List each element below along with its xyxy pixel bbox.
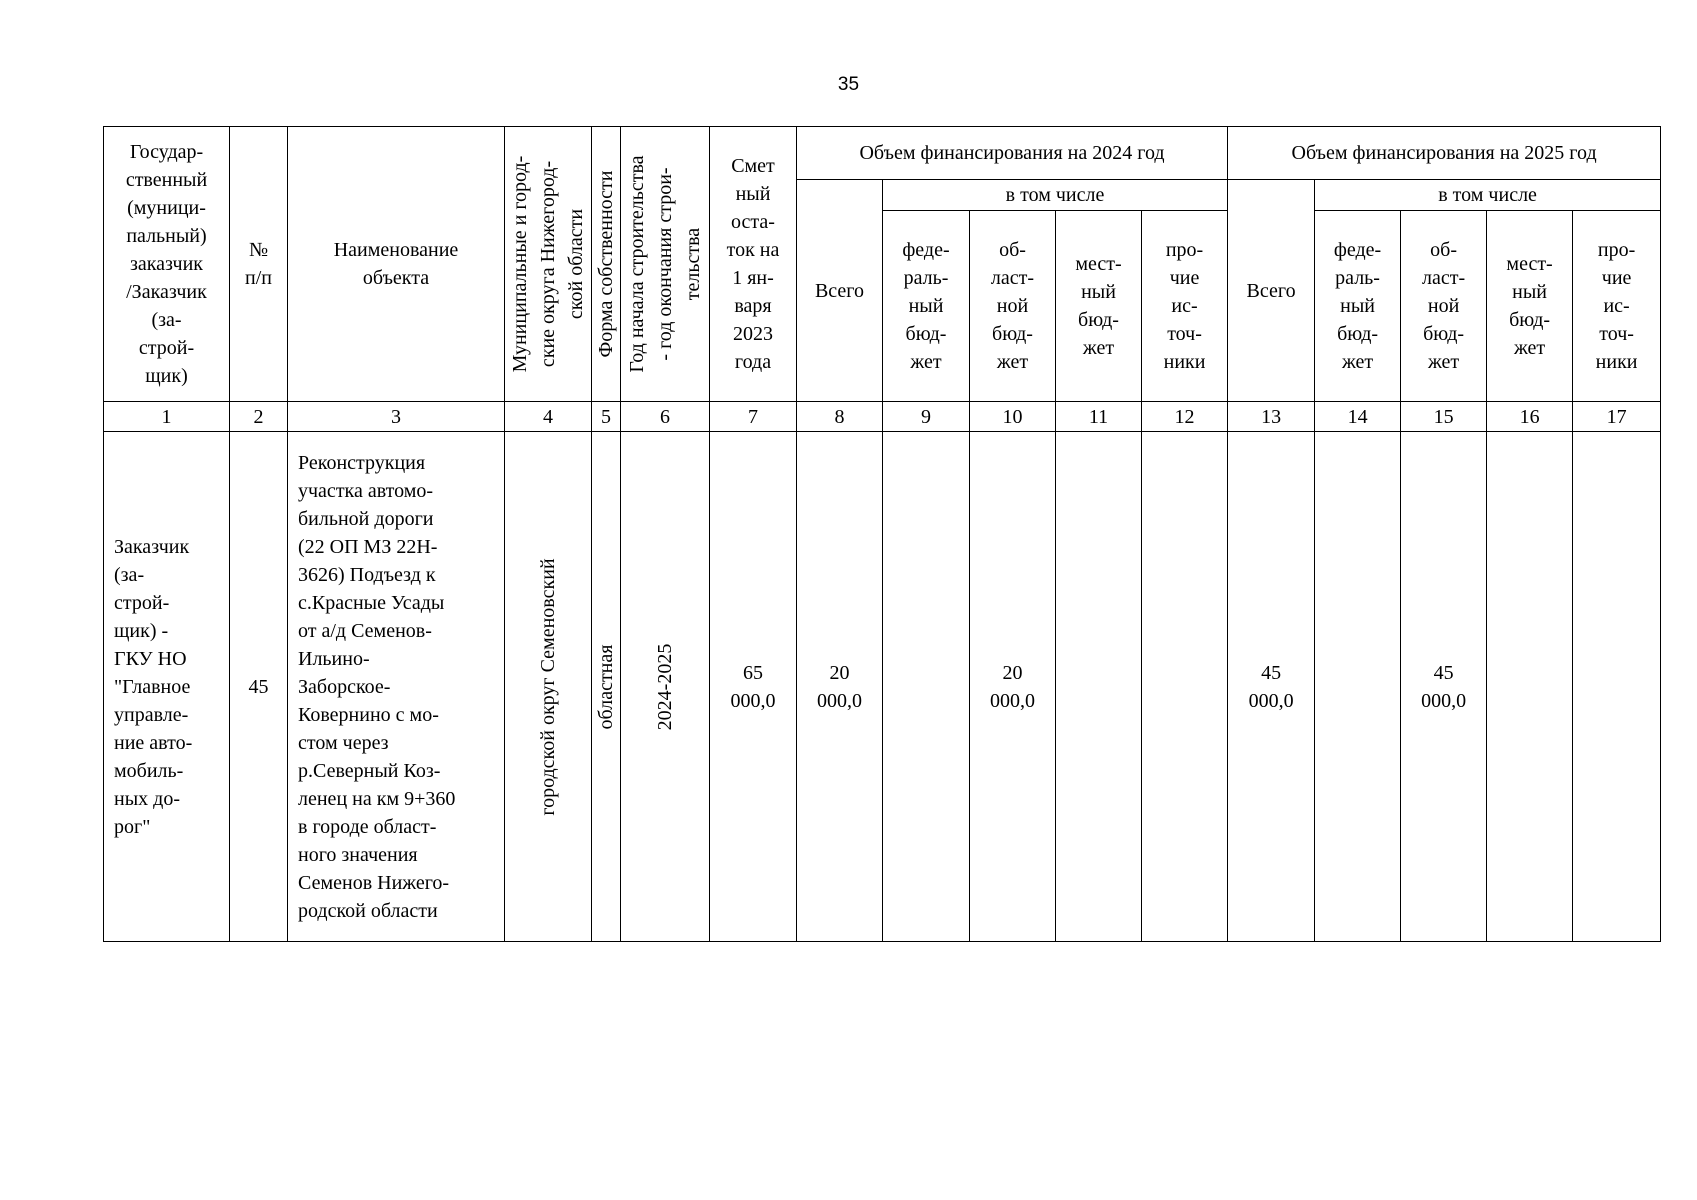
cell-customer: Заказчик (за- строй- щик) - ГКУ НО "Главное управле- ние авто- мобиль- ных до- рог" (104, 432, 230, 942)
column-number: 9 (883, 402, 970, 432)
header-total-2024: Всего (797, 180, 883, 402)
header-other-2024: про- чие ис- точ- ники (1142, 211, 1228, 402)
cell-years-text: 2024-2025 (654, 643, 676, 730)
header-regional-2025: об- ласт- ной бюд- жет (1401, 211, 1487, 402)
column-number: 4 (505, 402, 592, 432)
header-including-2025: в том числе (1315, 180, 1661, 211)
column-number: 13 (1228, 402, 1315, 432)
cell-regional-2025: 45 000,0 (1401, 432, 1487, 942)
cell-other-2025 (1573, 432, 1661, 942)
header-ownership-text: Форма собственности (595, 170, 617, 358)
column-number: 14 (1315, 402, 1401, 432)
header-federal-2025: феде- раль- ный бюд- жет (1315, 211, 1401, 402)
column-number: 11 (1056, 402, 1142, 432)
header-municipality (505, 127, 592, 402)
header-local-2024: мест- ный бюд- жет (1056, 211, 1142, 402)
cell-years (621, 432, 710, 942)
header-number: № п/п (230, 127, 288, 402)
cell-number: 45 (230, 432, 288, 942)
header-object-name: Наименование объекта (288, 127, 505, 402)
header-total-2025: Всего (1228, 180, 1315, 402)
cell-local-2025 (1487, 432, 1573, 942)
cell-ownership (592, 432, 621, 942)
cell-other-2024 (1142, 432, 1228, 942)
column-number: 8 (797, 402, 883, 432)
cell-object-name: Реконструкция участка автомо- бильной дороги (22 ОП МЗ 22Н- 3626) Подъезд к с.Красные Усады от а/д Семенов- Ильино- Заборское- Ковернино с мо- стом через р.Северный Коз- ленец на км 9+360 в городе област- ного значения Семенов Нижего- родской области (288, 432, 505, 942)
header-regional-2024: об- ласт- ной бюд- жет (970, 211, 1056, 402)
column-number: 7 (710, 402, 797, 432)
header-local-2025: мест- ный бюд- жет (1487, 211, 1573, 402)
cell-total-2025: 45 000,0 (1228, 432, 1315, 942)
header-ownership (592, 127, 621, 402)
cell-ownership-text: областная (595, 644, 617, 729)
header-federal-2024: феде- раль- ный бюд- жет (883, 211, 970, 402)
cell-municipality-text: городской округ Семеновский (537, 557, 559, 816)
column-number: 1 (104, 402, 230, 432)
cell-estimate: 65 000,0 (710, 432, 797, 942)
header-row-1 (104, 127, 1661, 180)
header-customer: Государ- ственный (муници- пальный) заказчик /Заказчик (за- строй- щик) (104, 127, 230, 402)
column-number-row (104, 402, 1661, 432)
column-number: 15 (1401, 402, 1487, 432)
table-row (104, 432, 1661, 942)
cell-local-2024 (1056, 432, 1142, 942)
column-number: 16 (1487, 402, 1573, 432)
column-number: 17 (1573, 402, 1661, 432)
header-including-2024: в том числе (883, 180, 1228, 211)
cell-federal-2024 (883, 432, 970, 942)
cell-municipality (505, 432, 592, 942)
column-number: 6 (621, 402, 710, 432)
cell-regional-2024: 20 000,0 (970, 432, 1056, 942)
header-other-2025: про- чие ис- точ- ники (1573, 211, 1661, 402)
header-years-text: Год начала строительства - год окончания строи- тельства (626, 155, 704, 373)
cell-federal-2025 (1315, 432, 1401, 942)
header-estimate: Смет ный оста- ток на 1 ян- варя 2023 года (710, 127, 797, 402)
header-funding-2024: Объем финансирования на 2024 год (797, 127, 1228, 180)
cell-total-2024: 20 000,0 (797, 432, 883, 942)
column-number: 5 (592, 402, 621, 432)
column-number: 2 (230, 402, 288, 432)
header-years (621, 127, 710, 402)
header-funding-2025: Объем финансирования на 2025 год (1228, 127, 1661, 180)
header-municipality-text: Муниципальные и город- ские округа Нижегород- ской области (509, 155, 587, 373)
column-number: 12 (1142, 402, 1228, 432)
column-number: 3 (288, 402, 505, 432)
column-number: 10 (970, 402, 1056, 432)
financing-table (103, 126, 1661, 942)
page-number: 35 (837, 74, 860, 95)
